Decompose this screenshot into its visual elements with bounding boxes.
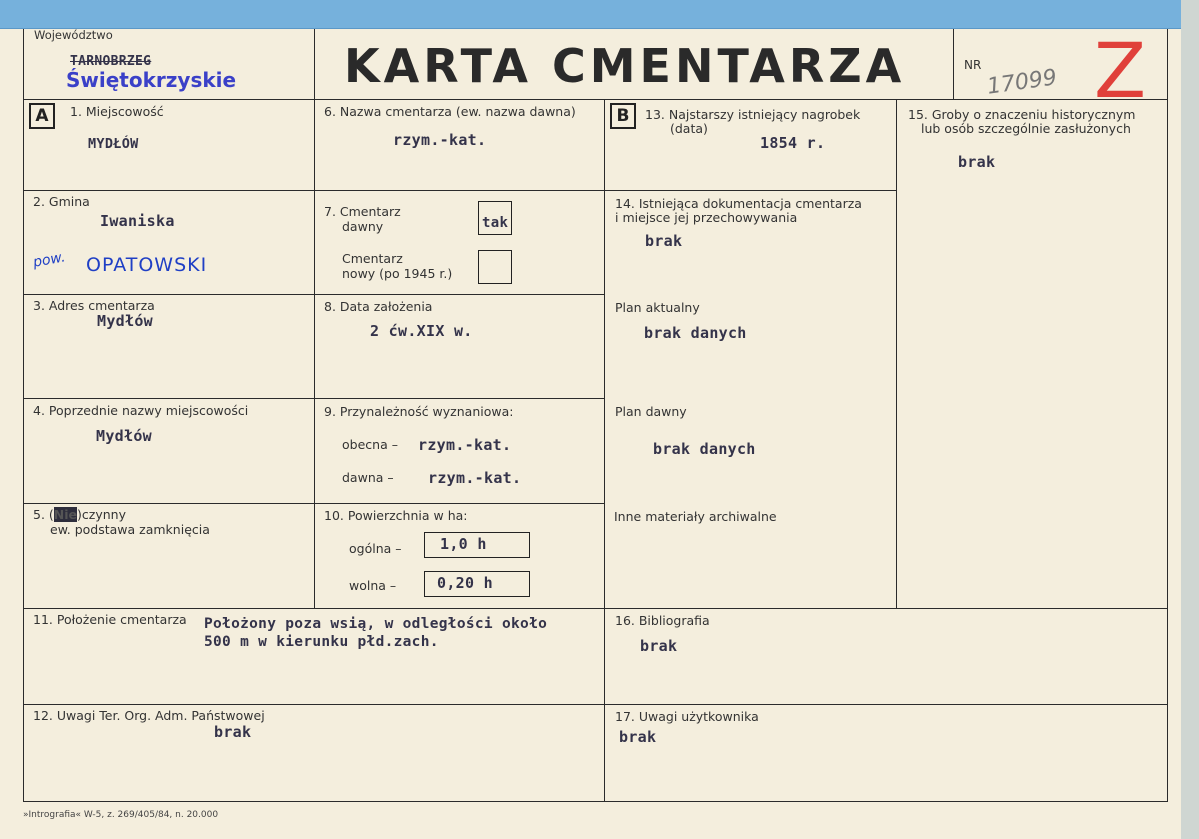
field-7-label-b2: nowy (po 1945 r.) [342, 266, 453, 281]
field-12-label: 12. Uwagi Ter. Org. Adm. Państwowej [33, 708, 265, 723]
voivodeship-old-value: TARNOBRZEG [70, 54, 152, 69]
voivodeship-label: Województwo [34, 28, 113, 42]
field-3-value: Mydłów [97, 312, 153, 330]
field-15-label: 15. Groby o znaczeniu historycznym [908, 107, 1136, 122]
field-1-label: 1. Miejscowość [70, 104, 164, 119]
field-13-label-2: (data) [670, 121, 708, 136]
field-13-value: 1854 r. [760, 134, 826, 152]
field-15-cell [896, 99, 1168, 609]
field-5-label-struck: Nie [53, 507, 78, 522]
field-1-cell [23, 99, 315, 191]
field-11-value-line-2: 500 m w kierunku płd.zach. [204, 634, 439, 650]
field-5-label-pre: 5. ( [33, 507, 54, 522]
field-14-cell [604, 190, 897, 609]
blue-tape-strip [0, 0, 1199, 29]
field-2-label: 2. Gmina [33, 194, 90, 209]
field-2-hand-value: OPATOWSKI [86, 254, 208, 276]
field-13-label: 13. Najstarszy istniejący nagrobek [645, 107, 861, 122]
section-b-marker: B [610, 103, 636, 129]
field-1-value: MYDŁÓW [88, 136, 139, 152]
field-7-label-b: Cmentarz [342, 251, 403, 266]
field-16-value: brak [640, 637, 678, 655]
field-14-label-2: i miejsce jej przechowywania [615, 210, 798, 225]
field-5-label [33, 507, 126, 522]
field-10-total-value: 1,0 h [440, 535, 487, 553]
field-5-label-post: )czynny [77, 507, 126, 522]
field-4-label: 4. Poprzednie nazwy miejscowości [33, 403, 249, 418]
printer-imprint: »Intrografia« W-5, z. 269/405/84, n. 20.000 [23, 810, 219, 820]
category-letter: Z [1094, 26, 1147, 115]
field-7-old-value: tak [482, 215, 509, 231]
field-10-total-label: ogólna – [349, 541, 402, 556]
field-7-new-checkbox [478, 250, 512, 284]
former-plan-value: brak danych [653, 440, 756, 458]
field-14-label: 14. Istniejąca dokumentacja cmentarza [615, 196, 862, 211]
current-plan-value: brak danych [644, 324, 747, 342]
field-10-free-label: wolna – [349, 578, 397, 593]
field-11-label: 11. Położenie cmentarza [33, 612, 187, 627]
field-15-label-2: lub osób szczególnie zasłużonych [921, 121, 1131, 136]
nr-label: NR [964, 58, 982, 72]
card-edge [1181, 0, 1199, 839]
field-9-former-value: rzym.-kat. [428, 469, 522, 487]
field-15-value: brak [958, 153, 996, 171]
field-5-label-2: ew. podstawa zamknięcia [50, 522, 210, 537]
field-10-free-value: 0,20 h [437, 574, 493, 592]
current-plan-label: Plan aktualny [615, 300, 700, 315]
voivodeship-stamp: Świętokrzyskie [66, 68, 237, 92]
field-7-label-a: 7. Cmentarz [324, 204, 401, 219]
field-8-label: 8. Data założenia [324, 299, 433, 314]
field-10-label: 10. Powierzchnia w ha: [324, 508, 468, 523]
other-materials-label: Inne materiały archiwalne [614, 509, 777, 524]
field-14-value: brak [645, 232, 683, 250]
field-6-label: 6. Nazwa cmentarza (ew. nazwa dawna) [324, 104, 576, 119]
field-9-current-value: rzym.-kat. [418, 436, 512, 454]
field-9-current-label: obecna – [342, 437, 398, 452]
nr-value: 17099 [985, 65, 1059, 100]
field-2-hand-prefix: pow. [31, 249, 67, 271]
field-9-label: 9. Przynależność wyznaniowa: [324, 404, 514, 419]
card-title: KARTA CMENTARZA [344, 39, 906, 93]
section-a-marker: A [29, 103, 55, 129]
field-12-value: brak [214, 723, 252, 741]
field-6-value: rzym.-kat. [393, 131, 487, 149]
field-9-former-label: dawna – [342, 470, 394, 485]
field-8-value: 2 ćw.XIX w. [370, 322, 473, 340]
field-3-label: 3. Adres cmentarza [33, 298, 155, 313]
field-17-value: brak [619, 728, 657, 746]
field-7-label-a2: dawny [342, 219, 384, 234]
field-4-value: Mydłów [96, 427, 152, 445]
field-2-value: Iwaniska [100, 212, 175, 230]
field-16-label: 16. Bibliografia [615, 613, 710, 628]
former-plan-label: Plan dawny [615, 404, 687, 419]
field-17-label: 17. Uwagi użytkownika [615, 709, 759, 724]
field-11-value-line-1: Położony poza wsią, w odległości około [204, 616, 548, 632]
